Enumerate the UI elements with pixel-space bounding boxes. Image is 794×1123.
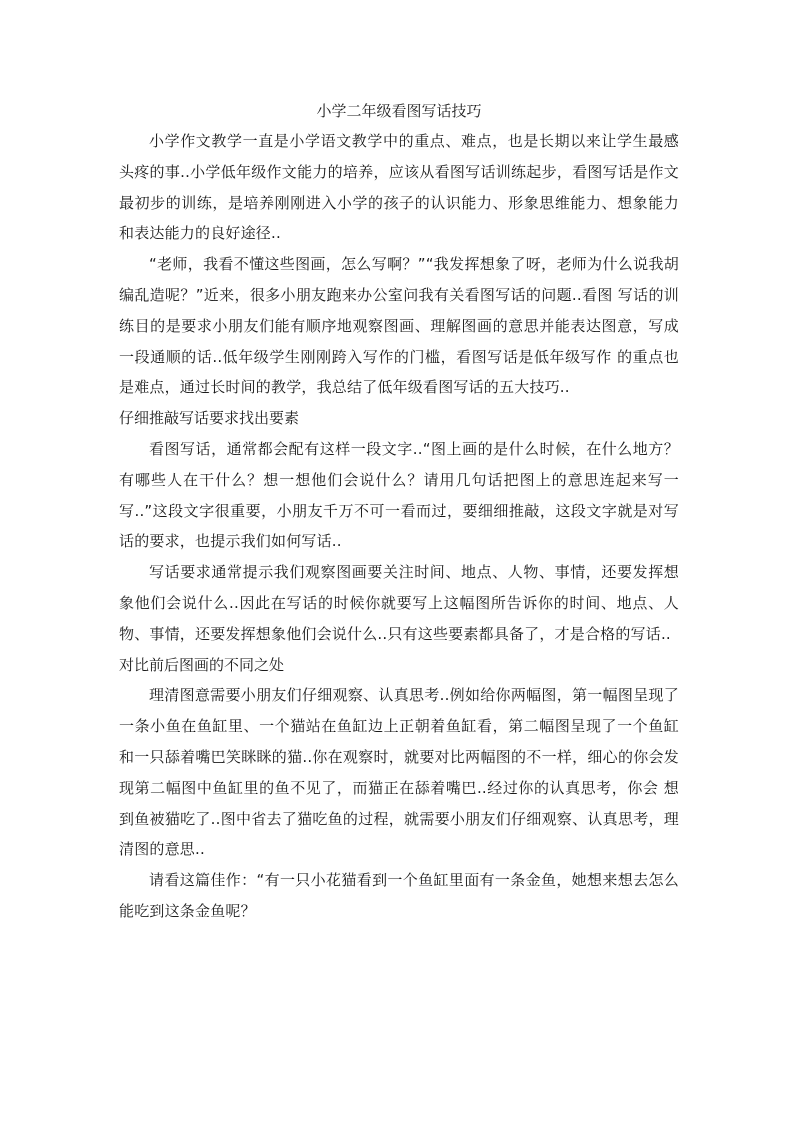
page-title: 小学二年级看图写话技巧 bbox=[316, 102, 482, 120]
paragraph-requirements: 看图写话，通常都会配有这样一段文字..“图上画的是什么时候，在什么地方？有哪些人在干什么？想一想他们会说什么？请用几句话把图上的意思连起来写一写..”这段文字很重要，小朋友千万不可一看而过，要细细推敲，这段文字就是对写话的要求，也提示我们如何写话.. bbox=[119, 439, 679, 551]
paragraph-example: 请看这篇佳作：“有一只小花猫看到一个鱼缸里面有一条金鱼，她想来想去怎么能吃到这条金鱼呢？ bbox=[119, 871, 679, 920]
paragraph-elements: 写话要求通常提示我们观察图画要关注时间、地点、人物、事情，还要发挥想象他们会说什么..因此在写话的时候你就要写上这幅图所告诉你的时间、地点、人物、事情，还要发挥想象他们会说什么..只有这些要素都具备了，才是合格的写话.. bbox=[119, 563, 679, 643]
paragraph-compare: 理清图意需要小朋友们仔细观察、认真思考..例如给你两幅图，第一幅图呈现了一条小鱼在鱼缸里、一个猫站在鱼缸边上正朝着鱼缸看，第二幅图呈现了一个鱼缸 和一只舔着嘴巴笑眯眯的猫..你在观察时，就要对比两幅图的不一样，细心的你会发现第二幅图中鱼缸里的鱼不见了，而猫正在舔着嘴巴..经过你的认真思考，你会 想到鱼被猫吃了..图中省去了猫吃鱼的过程，就需要小朋友们仔细观察、认真思考，理清图的意思.. bbox=[119, 686, 679, 859]
paragraph-intro: 小学作文教学一直是小学语文教学中的重点、难点，也是长期以来让学生最感头疼的事..小学低年级作文能力的培养，应该从看图写话训练起步，看图写话是作文最初步的训练，是培养刚刚进入小学的孩子的认识能力、形象思维能力、想象能力和表达能力的良好途径.. bbox=[119, 132, 679, 243]
section-heading-1: 仔细推敲写话要求找出要素 bbox=[119, 409, 300, 428]
paragraph-question: “老师，我看不懂这些图画，怎么写啊？”“我发挥想象了呀，老师为什么说我胡编乱造呢？”近来，很多小朋友跑来办公室问我有关看图写话的问题..看图 写话的训练目的是要求小朋友们能有顺序地观察图画、理解图画的意思并能表达图意，写成一段通顺的话..低年级学生刚刚跨入写作的门槛，看图写话是低年级写作 的重点也是难点，通过长时间的教学，我总结了低年级看图写话的五大技巧.. bbox=[119, 255, 679, 397]
document-body bbox=[119, 96, 679, 927]
section-heading-2: 对比前后图画的不同之处 bbox=[119, 655, 285, 674]
